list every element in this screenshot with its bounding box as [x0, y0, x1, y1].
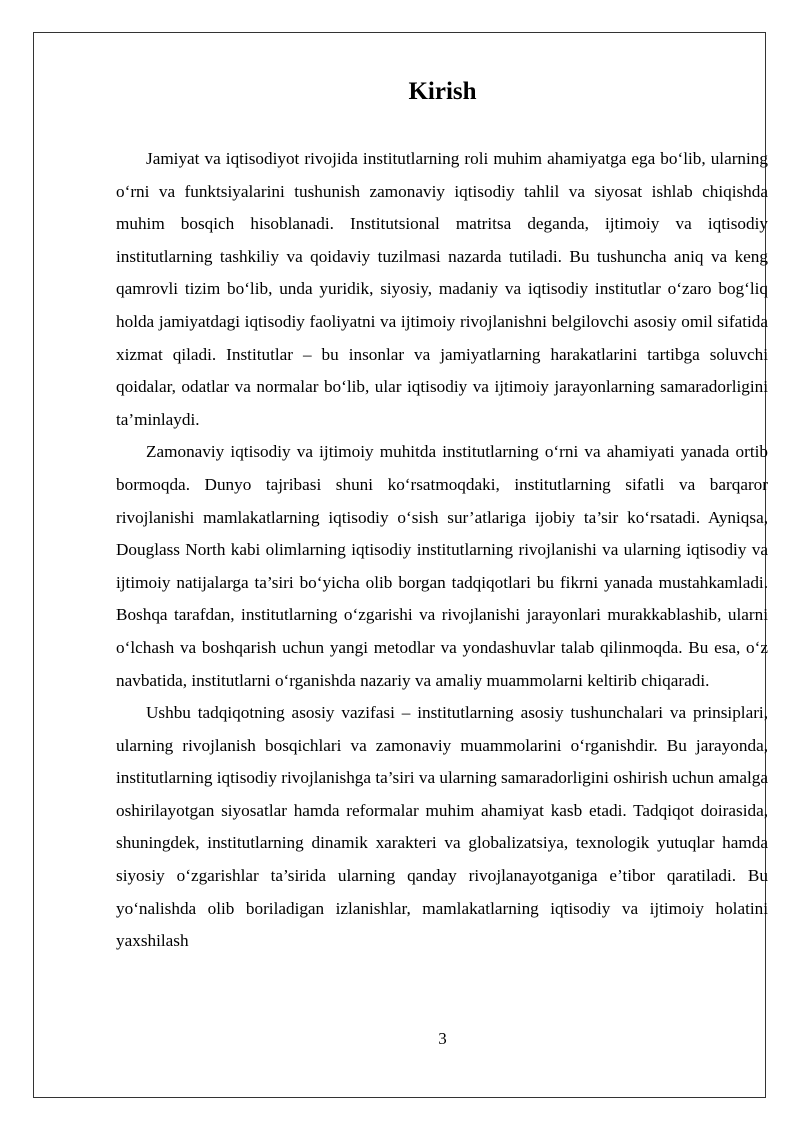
paragraph: Zamonaviy iqtisodiy va ijtimoiy muhitda institutlarning o‘rni va ahamiyati yanada ortib bormoqda. Dunyo tajribasi shuni ko‘rsatmoqdaki, institutlarning sifatli va barqaror rivojlanishi mamlakatlarning iqtisodiy o‘sish sur’atlariga ijobiy ta’sir ko‘rsatadi. Ayniqsa, Douglass North kabi olimlarning iqtisodiy institutlarning rivojlanishi va ularning iqtisodiy va ijtimoiy natijalarga ta’siri bo‘yicha olib borgan tadqiqotlari bu fikrni yanada mustahkamladi. Boshqa tarafdan, institutlarning o‘zgarishi va rivojlanishi jarayonlari murakkablashib, ularni o‘lchash va boshqarish uchun yangi metodlar va yondashuvlar talab qilinmoqda. Bu esa, o‘z navbatida, institutlarni o‘rganishda nazariy va amaliy muammolarni keltirib chiqaradi. [116, 442, 768, 690]
body-text [116, 143, 768, 958]
page-number: 3 [438, 1029, 447, 1048]
paragraph: Jamiyat va iqtisodiyot rivojida institutlarning roli muhim ahamiyatga ega bo‘lib, ularning o‘rni va funktsiyalarini tushunish zamonaviy iqtisodiy tahlil va siyosat ishlab chiqishda muhim bosqich hisoblanadi. Institutsional matritsa deganda, ijtimoiy va iqtisodiy institutlarning tashkiliy va qoidaviy tuzilmasi nazarda tutiladi. Bu tushuncha aniq va keng qamrovli tizim bo‘lib, unda yuridik, siyosiy, madaniy va iqtisodiy institutlar o‘zaro bog‘liq holda jamiyatdagi iqtisodiy faoliyatni va ijtimoiy rivojlanishni belgilovchi asosiy omil sifatida xizmat qiladi. Institutlar – bu insonlar va jamiyatlarning harakatlarini tartibga soluvchi qoidalar, odatlar va normalar bo‘lib, ular iqtisodiy va ijtimoiy jarayonlarning samaradorligini ta’minlaydi. [116, 149, 768, 429]
paragraph: Ushbu tadqiqotning asosiy vazifasi – institutlarning asosiy tushunchalari va prinsiplari, ularning rivojlanish bosqichlari va zamonaviy muammolarini o‘rganishdir. Bu jarayonda, institutlarning iqtisodiy rivojlanishga ta’siri va ularning samaradorligini oshirish uchun amalga oshirilayotgan siyosatlar hamda reformalar muhim ahamiyat kasb etadi. Tadqiqot doirasida, shuningdek, institutlarning dinamik xarakteri va globalizatsiya, texnologik yutuqlar hamda siyosiy o‘zgarishlar ta’sirida ularning qanday rivojlanayotganiga e’tibor qaratiladi. Bu yo‘nalishda olib boriladigan izlanishlar, mamlakatlarning iqtisodiy va ijtimoiy holatini yaxshilash [116, 703, 768, 951]
page-title: Kirish [408, 78, 477, 105]
